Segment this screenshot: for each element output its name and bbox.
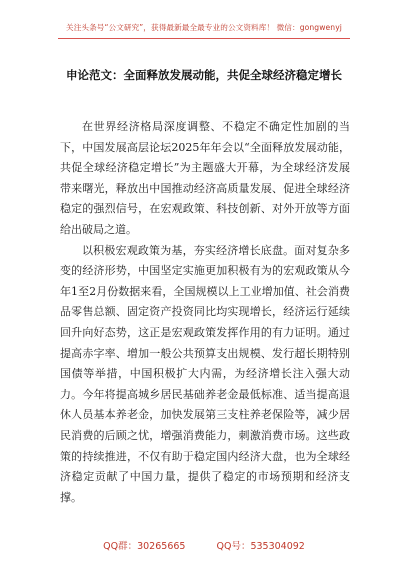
- page-footer: [0, 538, 408, 552]
- footer-qq-number: QQ号：535304092: [216, 541, 305, 552]
- page-header-banner: 关注头条号“公文研究”，获得最新最全最专业的公文资料库！ 微信：gongwenyj: [66, 23, 342, 32]
- document-body: [60, 117, 350, 508]
- paragraph-2: 以积极宏观政策为基，夯实经济增长底盘。面对复杂多变的经济形势，中国坚定实施更加积极有为的宏观政策从今年1至2月份数据来看，全国规模以上工业增加值、社会消费品零售总额、固定资产投资同比均实现增长，经济运行延续回升向好态势，这正是宏观政策发挥作用的有力证明。通过提高赤字率、增加一般公共预算支出规模、发行超长期特别国债等举措，中国积极扩大内需，为经济增长注入强大动力。今年将提高城乡居民基础养老金最低标准、适当提高退休人员基本养老金，加快发展第三支柱养老保险等，减少居民消费的后顾之忧，增强消费能力，刺激消费市场。这些政策的持续推进，不仅有助于稳定国内经济大盘，也为全球经济稳定贡献了中国力量，提供了稳定的市场预期和经济支撑。: [60, 243, 350, 504]
- header-divider: [58, 38, 350, 39]
- footer-qq-group: QQ群：30265665: [103, 541, 186, 552]
- document-title: 申论范文：全面释放发展动能，共促全球经济稳定增长: [66, 68, 342, 82]
- paragraph-1: 在世界经济格局深度调整、不稳定不确定性加剧的当下，中国发展高层论坛2025年年会以“全面释放发展动能，共促全球经济稳定增长”为主题盛大开幕，为全球经济发展带来曙光，释放出中国推动经济高质量发展、促进全球经济稳定的强烈信号，在宏观政策、科技创新、对外开放等方面给出破局之道。: [60, 120, 350, 236]
